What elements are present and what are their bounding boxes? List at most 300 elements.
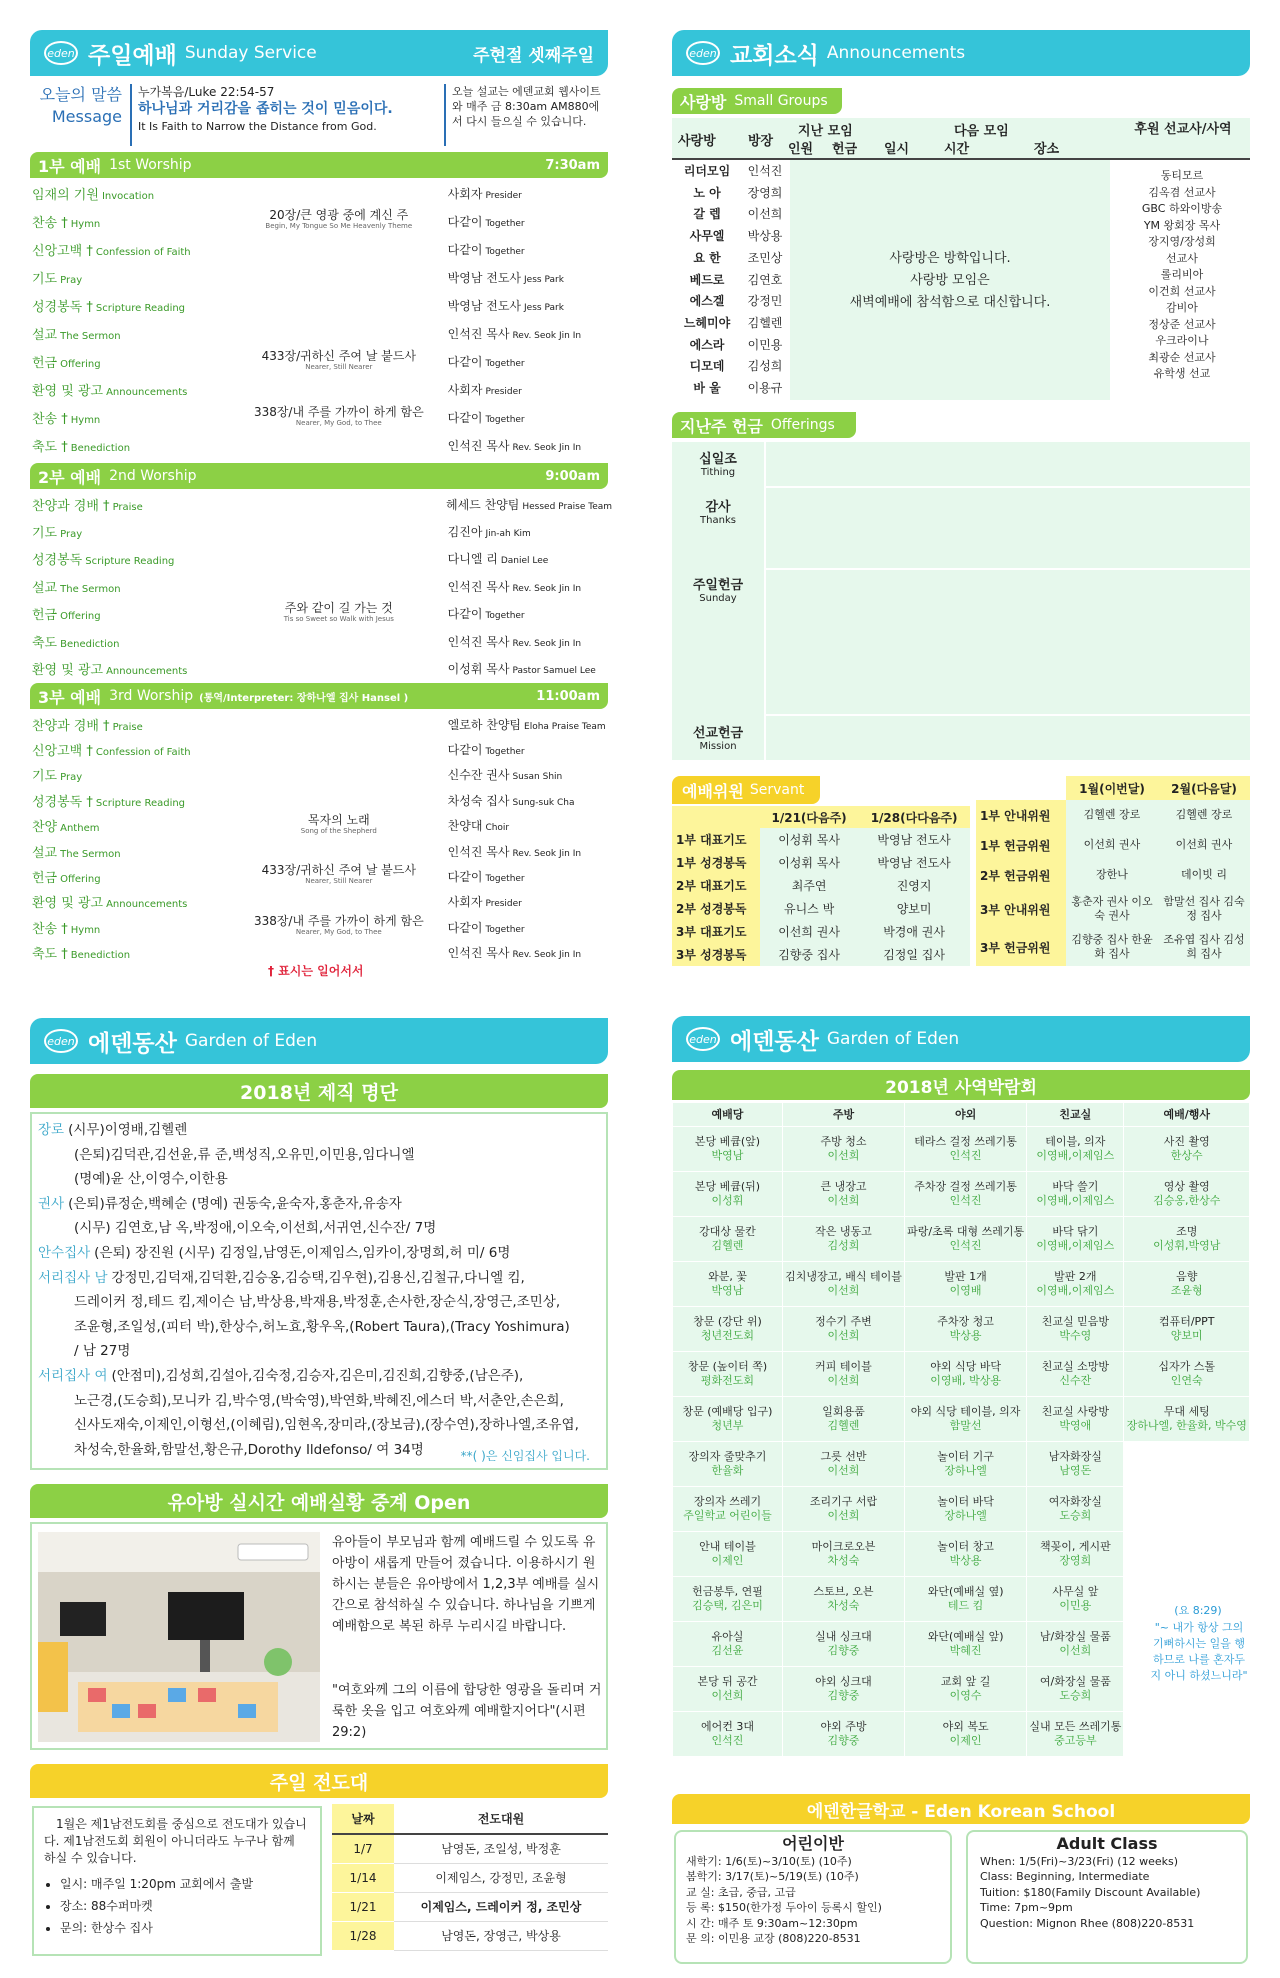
sg-mission-line: 감비아: [1166, 301, 1198, 314]
sg-mission-line: 롤리비아: [1160, 268, 1204, 281]
officer-role: 장로: [38, 1122, 65, 1138]
worship-item-en: Hymn: [70, 218, 101, 230]
worship-item-en: Praise: [112, 721, 143, 733]
servant-col-2: 1/28(다다음주): [870, 810, 958, 825]
worship-leader-en: Rev. Seok Jin In: [512, 583, 582, 594]
servant2-role: 2부 헌금위원: [976, 860, 1066, 890]
worship-item-name: 환영 및 광고: [32, 384, 104, 400]
expo-person: 김승택, 김은미: [692, 1599, 763, 1612]
servant-week-2: 진영지: [858, 874, 970, 897]
expo-person: 이선희: [827, 1194, 860, 1207]
worship-row: [32, 208, 606, 234]
small-groups-en: Small Groups: [734, 93, 828, 109]
worship-item-name: 기도: [32, 271, 58, 287]
expo-task: 영상 촬영: [1163, 1180, 1210, 1193]
worship-row: [32, 573, 606, 599]
expo-cell: [905, 1172, 1027, 1217]
worship-leader-name: 인석진 목사: [447, 946, 510, 961]
expo-cell: [905, 1352, 1027, 1397]
worship-item-name: 신앙고백 †: [32, 743, 93, 759]
servant-role: 1부 성경봉독: [672, 851, 760, 874]
servant-role: 3부 성경봉독: [672, 943, 760, 966]
worship-item: [32, 867, 230, 886]
expo-task: 안내 테이블: [699, 1540, 756, 1553]
worship-item-en: Scripture Reading: [85, 556, 175, 568]
worship-row: [32, 711, 606, 737]
worship-leader: [448, 893, 606, 910]
expo-task: 스토브, 오븐: [813, 1585, 874, 1598]
expo-person: 인석진: [949, 1194, 982, 1207]
expo-person: 김향중: [827, 1734, 860, 1747]
sunday-service-header: [30, 30, 608, 76]
kids-class-line: 봄학기: 3/17(토)~5/19(토) (10주): [686, 1870, 859, 1883]
servant2-corner: [976, 776, 1066, 800]
officer-names: (안점미),김성희,김설아,김숙정,김승자,김은미,김진희,김향중,(남은주),: [111, 1367, 524, 1384]
expo-cell: [673, 1622, 783, 1667]
expo-task: 마이크로오븐: [811, 1540, 876, 1553]
expo-cell: [1124, 1172, 1250, 1217]
expo-task: 컴퓨터/PPT: [1158, 1315, 1215, 1328]
worship-item-name: 축도 †: [32, 440, 68, 456]
adult-class-title: Adult Class: [1056, 1834, 1158, 1853]
expo-task: 본당 뒤 공간: [697, 1675, 758, 1688]
worship-hymn-en: Nearer, My God, to Thee: [295, 418, 382, 427]
worship-item-name: 기도: [32, 769, 58, 785]
garden-title-2: 에덴동산: [730, 1028, 819, 1055]
expo-cell: [673, 1217, 783, 1262]
sg-mission-line: GBC 하와이방송: [1141, 202, 1223, 215]
nursery-box: [30, 1522, 608, 1750]
sg-group-leader: 박상용: [747, 229, 783, 244]
worship-item-en: Pray: [60, 274, 83, 286]
worship-hymn-en: Nearer, Still Nearer: [305, 362, 373, 371]
worship-hymn-title: 433장/귀하신 주여 날 붙드사: [261, 348, 416, 363]
officer-role: 서리집사 남: [38, 1269, 108, 1286]
expo-cell: [1027, 1577, 1124, 1622]
expo-task: 강대상 물칸: [699, 1225, 756, 1238]
worship-item-name: 헌금: [32, 356, 58, 372]
worship-leader: [448, 792, 606, 809]
worship-leader-name: 다같이: [447, 920, 483, 935]
worship-item: [32, 632, 230, 651]
worship-item: [32, 380, 230, 399]
expo-cell: [673, 1712, 783, 1757]
worship-leader: [448, 185, 606, 202]
expo-cell: [905, 1487, 1027, 1532]
expo-task: 여자화장실: [1048, 1495, 1102, 1508]
offering-mission-en: Mission: [699, 741, 737, 752]
worship-item: [32, 184, 230, 203]
expo-cell: [1124, 1397, 1250, 1442]
worship-leader-en: Presider: [485, 190, 522, 201]
expo-person: 조윤형: [1170, 1284, 1203, 1297]
expo-person: 이선희: [711, 1689, 744, 1702]
expo-person: 김향중: [827, 1644, 860, 1657]
expo-person: 이영배, 박상용: [930, 1374, 1001, 1387]
worship-row: [32, 655, 606, 681]
expo-person: 이제인: [711, 1554, 744, 1567]
worship-row: [32, 491, 613, 517]
worship-hymn: [230, 812, 448, 837]
worship-item-name: 설교: [32, 580, 58, 596]
expo-cell: [783, 1352, 905, 1397]
expo-task: 에어컨 3대: [701, 1720, 754, 1733]
sg-mission-line: 선교사: [1166, 251, 1198, 265]
message-label: 오늘의 말씀: [39, 85, 122, 104]
officer-names: 노근경,(도승희),모니카 김,박수영,(박숙영),박연화,박혜진,에스더 박,서춘안,손은희,: [74, 1392, 564, 1409]
expo-person: 이선희: [827, 1509, 860, 1522]
sg-group-leader: 김연호: [747, 272, 783, 287]
worship-item-name: 찬송 †: [32, 921, 68, 937]
servant2-month-1: 장한나: [1066, 860, 1158, 890]
offering-thanks: 감사: [705, 500, 731, 515]
officer-role: 서리집사 여: [38, 1367, 108, 1384]
expo-person: 인석진: [949, 1239, 982, 1252]
worship-leader: [448, 381, 606, 398]
expo-cell: [1124, 1307, 1250, 1352]
kids-class-line: 새학기: 1/6(토)~3/10(토) (10주): [686, 1854, 852, 1868]
worship-row: [32, 236, 606, 262]
worship-item: [32, 522, 230, 541]
sg-mission-line: YM 왕회장 목사: [1143, 218, 1221, 232]
expo-cell: [1027, 1307, 1124, 1352]
expo-cell: [673, 1127, 783, 1172]
officer-line: [38, 1241, 600, 1266]
expo-cell: [673, 1532, 783, 1577]
expo-cell: [1027, 1397, 1124, 1442]
worship-row: [32, 518, 606, 544]
worship-item-name: 찬양과 경배 †: [32, 498, 110, 514]
worship-item-en: Hymn: [70, 924, 101, 936]
worship-item-name: 환영 및 광고: [32, 896, 104, 912]
expo-task: 유아실: [711, 1630, 744, 1643]
offering-tithing: 십일조: [699, 452, 737, 467]
expo-verse: "~ 내가 항상 그의 기뻐하시는 일을 행하므로 나를 혼자두지 아니 하셨느니라": [1150, 1621, 1248, 1682]
evangel-team: 이제임스, 드레이커 정, 조민상: [394, 1892, 608, 1921]
evangel-date: 1/14: [332, 1863, 394, 1892]
evangel-bar: [30, 1764, 608, 1798]
expo-task: 와단(예배실 앞): [927, 1630, 1004, 1643]
evangel-col-date: 날짜: [332, 1804, 394, 1834]
offerings-table: [672, 442, 1250, 760]
nursery-room-photo: [38, 1532, 320, 1742]
officer-names: 차성숙,한율화,함말선,황은규,Dorothy Ildefonso/ 여 34명: [74, 1441, 424, 1458]
worship-hymn: [230, 404, 448, 429]
worship-hymn-title: 20장/큰 영광 중에 계신 주: [269, 208, 409, 223]
worship-item-en: The Sermon: [60, 583, 121, 595]
worship-leader-en: Together: [485, 611, 525, 622]
small-groups-bar: [672, 88, 842, 114]
expo-person: 이선희: [827, 1149, 860, 1162]
expo-task: 사무실 앞: [1052, 1585, 1099, 1598]
worship-row: [32, 180, 606, 206]
worship-row: [32, 405, 606, 431]
worship-leader-en: Sung-suk Cha: [512, 797, 575, 808]
worship-row: [32, 601, 606, 627]
evangel-col-team: 전도대원: [394, 1804, 608, 1834]
expo-cell: [1027, 1262, 1124, 1307]
worship-leader-name: 이성휘 목사: [447, 661, 510, 676]
sg-group-leader: 이민용: [747, 337, 783, 352]
expo-cell: [1027, 1712, 1124, 1757]
servant-week-1: 최주연: [760, 874, 858, 897]
worship-leader-en: Together: [485, 359, 525, 370]
worship-item-name: 성경봉독: [32, 553, 83, 569]
servant-col-1: 1/21(다음주): [771, 810, 847, 825]
servant2-role: 1부 안내위원: [976, 800, 1066, 830]
expo-person: 차성숙: [827, 1554, 860, 1567]
worship-leader-name: 다같이: [447, 242, 483, 257]
worship-leader: [448, 409, 606, 426]
expo-task: 정수기 주변: [815, 1315, 872, 1328]
expo-person: 이영수: [949, 1689, 982, 1702]
worship-leader-en: Together: [485, 746, 525, 757]
worship-item-name: 찬송 †: [32, 215, 68, 231]
adult-class-line: Class: Beginning, Intermediate: [980, 1870, 1150, 1883]
servant2-month-1: 홍춘자 권사 이오숙 권사: [1066, 890, 1158, 928]
third-worship-en: 3rd Worship: [109, 688, 194, 704]
worship-item: [32, 549, 230, 568]
first-worship-time: 7:30am: [545, 157, 600, 173]
worship-leader-name: 김진아: [447, 524, 483, 539]
worship-row: [32, 787, 606, 813]
worship-row: [32, 813, 606, 839]
worship-leader-name: 헤세드 찬양팀: [446, 497, 520, 512]
eden-logo-icon: eden: [686, 1027, 720, 1051]
expo-task: 장의자 쓰레기: [693, 1495, 762, 1508]
worship-leader-name: 인석진 목사: [447, 327, 510, 341]
officer-line: [38, 1290, 600, 1315]
worship-hymn: [230, 865, 448, 887]
expo-cell: [1124, 1712, 1250, 1757]
announcements-title-en: Announcements: [826, 43, 966, 63]
worship-leader-en: Rev. Seok Jin In: [512, 331, 582, 341]
worship-leader-en: Daniel Lee: [500, 556, 549, 567]
evangel-team: 남영돈, 장영근, 박상용: [394, 1921, 608, 1950]
servant2-col-1: 1월(이번달): [1079, 781, 1145, 796]
worship-leader: [448, 817, 606, 834]
officers-box: [30, 1112, 608, 1470]
servant-en: Servant: [749, 782, 805, 798]
worship-hymn-title: 338장/내 주를 가까이 하게 함은: [253, 914, 424, 929]
third-worship-time: 11:00am: [536, 688, 600, 704]
expo-cell: [1124, 1442, 1250, 1487]
worship-leader-name: 인석진 목사: [447, 439, 510, 454]
worship-hymn-en: Tis so Sweet so Walk with Jesus: [283, 614, 394, 623]
officer-line: [38, 1339, 600, 1364]
worship-leader-en: Rev. Seok Jin In: [512, 638, 582, 649]
worship-leader-name: 사회자: [447, 895, 483, 910]
worship-item: [32, 842, 230, 861]
worship-leader: [448, 437, 606, 454]
worship-item-en: Benediction: [70, 443, 131, 455]
message-label-en: Message: [51, 107, 122, 126]
worship-item: [32, 892, 230, 911]
servant-bar: [672, 776, 820, 804]
worship-hymn-en: Nearer, Still Nearer: [305, 877, 373, 886]
sg-group-name: 느헤미야: [683, 315, 731, 330]
expo-person: 테드 킴: [947, 1599, 984, 1612]
worship-leader: [448, 269, 606, 286]
worship-leader-en: Together: [485, 873, 525, 884]
worship-item: [32, 212, 230, 231]
expo-cell: [1124, 1217, 1250, 1262]
officer-names: / 남 27명: [74, 1343, 131, 1360]
expo-person: 이영배,이제임스: [1036, 1194, 1115, 1207]
officer-names: (은퇴)김덕관,김선윤,류 준,백성직,오유민,이민용,임다니엘: [74, 1146, 415, 1163]
expo-task: 친교실 소망방: [1041, 1360, 1109, 1373]
expo-person: 김성희: [827, 1239, 860, 1252]
worship-leader-name: 박영남 전도사: [447, 298, 522, 313]
officer-names: 강정민,김덕재,김덕환,김승옹,김승택,김우현),김용신,김철규,다니엘 킴,: [111, 1269, 525, 1286]
evangel-item-place: • 장소: 88수퍼마켓: [60, 1895, 310, 1917]
worship-hymn-title: 338장/내 주를 가까이 하게 함은: [253, 404, 424, 419]
expo-cell: [905, 1622, 1027, 1667]
worship-leader-en: Together: [485, 924, 525, 935]
expo-cell: [673, 1487, 783, 1532]
expo-task: 장의자 줄맞추기: [688, 1450, 767, 1463]
expo-person: 박수영: [1059, 1329, 1092, 1342]
expo-person: 장하나엘, 한율화, 박수영: [1126, 1419, 1247, 1432]
worship-item: [32, 791, 230, 810]
worship-item: [32, 943, 230, 962]
servant-week-1: 김향중 집사: [760, 943, 858, 966]
worship-leader-en: Together: [485, 218, 525, 229]
adult-class-line: When: 1/5(Fri)~3/23(Fri) (12 weeks): [980, 1854, 1178, 1868]
worship-leader-en: Presider: [485, 387, 522, 398]
worship-hymn: [230, 348, 448, 373]
expo-cell: [673, 1577, 783, 1622]
worship-item-en: Offering: [60, 873, 101, 885]
evangel-date: 1/7: [332, 1834, 394, 1863]
servant-week-1: 이성휘 목사: [760, 828, 858, 851]
worship-item-en: Scripture Reading: [95, 797, 186, 809]
sg-col-leader: 방장: [748, 134, 774, 149]
worship-item-en: Praise: [112, 501, 143, 513]
expo-task: 놀이터 창고: [937, 1540, 994, 1553]
expo-cell: [783, 1622, 905, 1667]
expo-cell: [905, 1397, 1027, 1442]
worship-leader: [448, 766, 606, 783]
kids-class-box: [674, 1830, 952, 1964]
expo-person: 김선윤: [711, 1644, 744, 1657]
worship-leader: [448, 843, 606, 860]
expo-person: 함말선: [949, 1419, 982, 1432]
second-worship-en: 2nd Worship: [109, 468, 197, 484]
officer-line: [38, 1413, 600, 1438]
worship-leader: [448, 944, 606, 961]
officer-line: [38, 1216, 600, 1241]
sg-notice-1: 사랑방은 방학입니다.: [889, 251, 1011, 266]
expo-task: 바닥 쓸기: [1052, 1180, 1099, 1193]
expo-person: 이성휘: [711, 1194, 744, 1207]
sg-mission-line: 장지영/장성희: [1148, 235, 1216, 248]
worship-item: [32, 268, 230, 287]
worship-item-name: 찬송 †: [32, 412, 68, 428]
eden-logo-icon: eden: [44, 41, 78, 65]
worship-leader-name: 다같이: [447, 869, 483, 884]
garden-title-en: Garden of Eden: [184, 1031, 318, 1051]
sg-col-offering: 헌금: [832, 142, 858, 157]
expo-cell: [905, 1712, 1027, 1757]
sg-mission-line: 동티모르: [1160, 169, 1204, 182]
worship-item-en: Invocation: [101, 190, 155, 202]
expo-col-header: 친교실: [1027, 1103, 1124, 1127]
worship-item-name: 성경봉독 †: [32, 299, 93, 315]
expo-person: 장영희: [1059, 1554, 1092, 1567]
expo-cell: [783, 1262, 905, 1307]
worship-item-name: 헌금: [32, 608, 58, 624]
expo-cell: [783, 1217, 905, 1262]
stand-note: † 표시는 일어서서: [268, 964, 364, 978]
worship-row: [32, 292, 606, 318]
adult-class-line: Question: Mignon Rhee (808)220-8531: [980, 1916, 1195, 1930]
sg-group-name: 요 한: [693, 250, 721, 265]
worship-item: [32, 740, 230, 759]
message-title-en: It Is Faith to Narrow the Distance from God.: [138, 120, 377, 133]
worship-item: [32, 408, 230, 427]
expo-task: 창문 (예배당 입구): [682, 1405, 773, 1418]
expo-cell: [905, 1442, 1027, 1487]
officer-names: 드레이커 정,테드 킴,제이슨 남,박상용,박재용,박정훈,손사한,장순식,장영근,조민상,: [74, 1294, 561, 1311]
expo-task: 책꽂이, 게시판: [1039, 1540, 1111, 1553]
expo-task: 커피 테이블: [815, 1360, 872, 1373]
expo-cell: [905, 1217, 1027, 1262]
sg-col-group: 사랑방: [678, 134, 716, 149]
sg-mission-line: 정상준 선교사: [1148, 317, 1216, 331]
servant2-month-2: 조유엽 집사 김성희 집사: [1158, 928, 1250, 966]
servant2-month-1: 이선희 권사: [1066, 830, 1158, 860]
announcements-title: 교회소식: [730, 42, 819, 69]
nursery-verse: "여호와께 그의 이름에 합당한 영광을 돌리며 거룩한 옷을 입고 여호와께 예배할지어다"(시편29:2): [332, 1683, 602, 1740]
expo-person: 이성휘,박영남: [1153, 1239, 1221, 1252]
expo-task: 그릇 선반: [820, 1450, 867, 1463]
expo-person: 청년전도회: [700, 1329, 755, 1342]
evangel-item-contact: • 문의: 한상수 집사: [60, 1917, 310, 1939]
sg-notice-2: 사랑방 모임은: [910, 273, 990, 288]
adult-class-line: Tuition: $180(Family Discount Available): [980, 1885, 1201, 1899]
expo-cell: [1027, 1442, 1124, 1487]
servant-role: 3부 대표기도: [672, 920, 760, 943]
expo-person: 이민용: [1059, 1599, 1092, 1612]
worship-leader-en: Susan Shin: [512, 772, 563, 783]
small-groups-table: [672, 118, 1250, 400]
worship-leader-en: Rev. Seok Jin In: [512, 848, 582, 859]
sg-group-leader: 이용규: [747, 381, 783, 395]
officers-bar: [30, 1074, 608, 1108]
worship-leader-name: 다같이: [447, 607, 483, 622]
expo-person: 이선희: [827, 1329, 860, 1342]
offerings-title: 지난주 헌금: [680, 416, 763, 436]
officer-names: (시무)이영배,김헬렌: [68, 1122, 188, 1138]
liturgical-week: 주현절 셋째주일: [473, 45, 594, 66]
sg-mission-line: 최광순 선교사: [1148, 350, 1216, 364]
worship-leader: [448, 353, 606, 370]
expo-task: 야외 주방: [820, 1720, 867, 1733]
worship-hymn-en: Nearer, My God, to Thee: [295, 928, 382, 937]
worship-leader-en: Jess Park: [524, 302, 564, 313]
expo-cell: [1124, 1532, 1250, 1577]
expo-cell: [783, 1442, 905, 1487]
sg-group-leader: 강정민: [747, 294, 783, 309]
worship-item-en: Announcements: [106, 899, 188, 911]
expo-task: 본당 베큠(뒤): [694, 1180, 761, 1193]
expo-cell: [1124, 1262, 1250, 1307]
sg-notice-3: 새벽예배에 참석함으로 대신합니다.: [849, 295, 1051, 310]
expo-cell: [905, 1127, 1027, 1172]
worship-leader: [446, 496, 613, 513]
officer-line: [38, 1143, 600, 1168]
